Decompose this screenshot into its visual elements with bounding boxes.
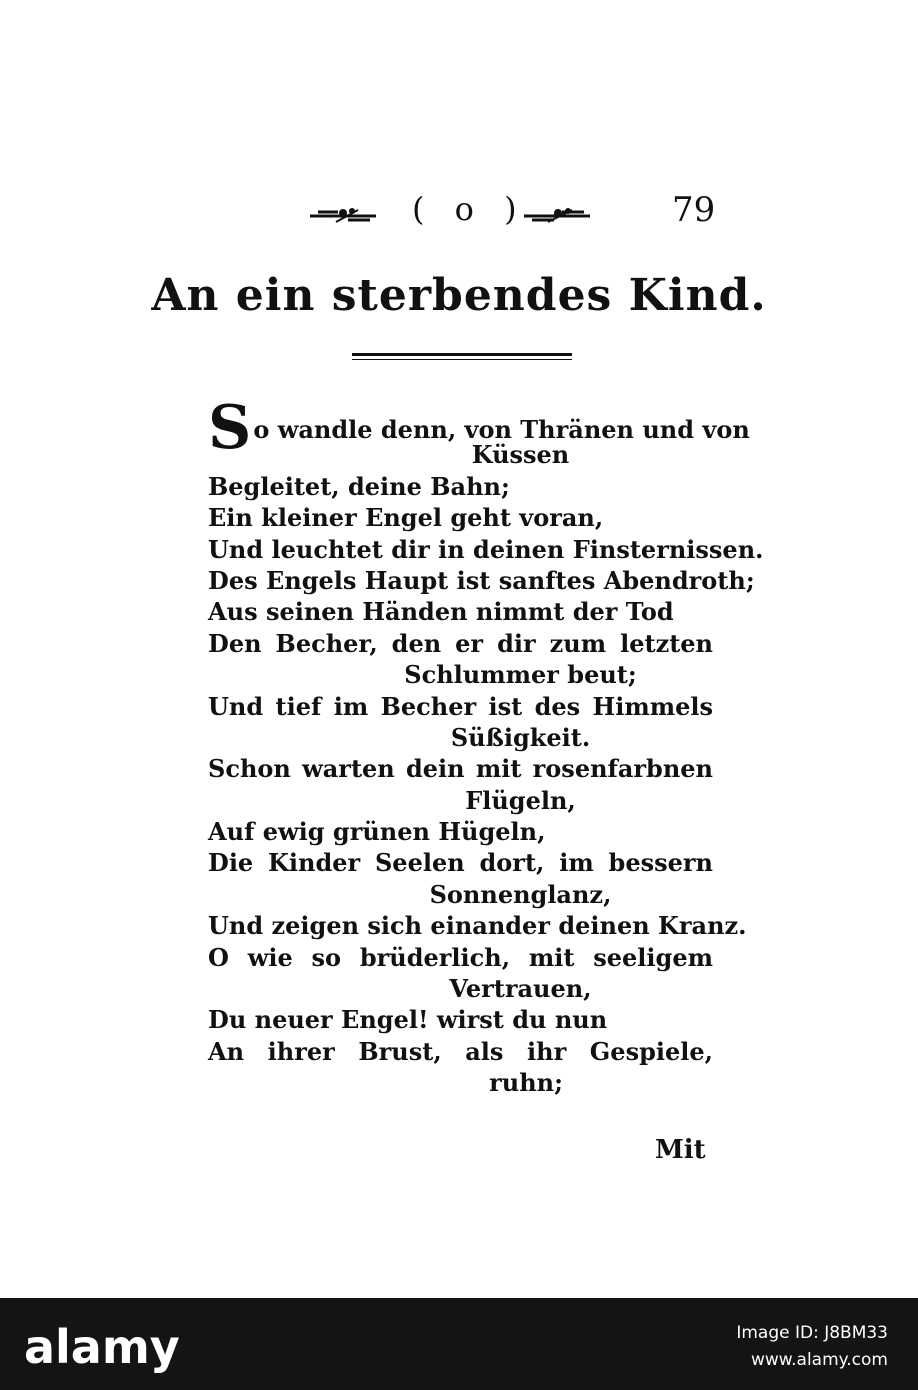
running-header — [300, 190, 720, 240]
ornament-right-icon — [522, 204, 592, 228]
poem-line-text: Süßigkeit. — [450, 722, 591, 752]
poem-line — [208, 816, 713, 847]
poem-line-text: Vertrauen, — [449, 974, 592, 1004]
poem-line — [208, 1036, 713, 1067]
poem-line — [208, 596, 713, 627]
poem-line-text: Und tief im Becher ist des Himmels — [208, 691, 713, 721]
poem-line-text: Ein kleiner Engel geht voran, — [208, 503, 604, 533]
poem-line — [208, 847, 713, 878]
poem-line — [208, 439, 713, 470]
poem-body — [208, 393, 764, 1099]
poem-line-text: Schlummer beut; — [404, 660, 637, 690]
poem-line — [208, 1004, 713, 1035]
poem-line-text: ruhn; — [489, 1068, 563, 1098]
ornament-left-icon — [308, 204, 378, 228]
poem-line-text: An ihrer Brust, als ihr Gespiele, — [208, 1036, 713, 1066]
poem-line — [208, 659, 713, 690]
watermark-image-id: Image ID: J8BM33 — [736, 1323, 888, 1343]
page-number: 79 — [672, 190, 716, 230]
poem-line — [208, 942, 713, 973]
poem-line-text: Auf ewig grünen Hügeln, — [208, 817, 546, 847]
poem-line — [208, 565, 755, 596]
poem-line — [208, 534, 764, 565]
drop-cap: S — [208, 393, 252, 463]
poem-line-text: Begleitet, deine Bahn; — [208, 471, 510, 501]
poem-line-text: Schon warten dein mit rosenfarbnen — [208, 754, 713, 784]
catchword: Mit — [655, 1135, 706, 1165]
poem-line-text: Des Engels Haupt ist sanftes Abendroth; — [208, 565, 755, 595]
poem-line — [208, 722, 713, 753]
poem-line-text: o wandle denn, von Thränen und von — [253, 415, 750, 444]
poem-line-text: Flügeln, — [465, 785, 576, 815]
poem-line-text: Und zeigen sich einander deinen Kranz. — [208, 911, 747, 941]
title-rule-thin — [352, 359, 572, 360]
poem-line — [208, 1067, 713, 1098]
poem-line — [208, 628, 713, 659]
watermark-brand: alamy — [24, 1320, 180, 1374]
poem-line-text: Und leuchtet dir in deinen Finsternissen. — [208, 534, 764, 564]
poem-line-text: Aus seinen Händen nimmt der Tod — [208, 597, 674, 627]
poem-line — [208, 879, 713, 910]
poem-line — [208, 973, 713, 1004]
poem-line-text: Küssen — [471, 440, 570, 470]
poem-line — [208, 785, 713, 816]
watermark-url: www.alamy.com — [750, 1350, 888, 1370]
poem-line — [208, 502, 713, 533]
poem-line — [208, 691, 713, 722]
poem-line-text: Den Becher, den er dir zum letzten — [208, 628, 713, 658]
title-rule — [352, 353, 572, 356]
poem-line — [208, 910, 747, 941]
poem-line-text: Sonnenglanz, — [429, 879, 612, 909]
poem-line-text: Du neuer Engel! wirst du nun — [208, 1005, 608, 1035]
poem-line — [208, 753, 713, 784]
poem-title: An ein sterbendes Kind. — [151, 270, 767, 321]
poem-line-text: Die Kinder Seelen dort, im bessern — [208, 848, 713, 878]
poem-line — [208, 471, 713, 502]
poem-line-text: O wie so brüderlich, mit seeligem — [208, 942, 713, 972]
header-parenthesis: ( o ) — [412, 190, 527, 228]
